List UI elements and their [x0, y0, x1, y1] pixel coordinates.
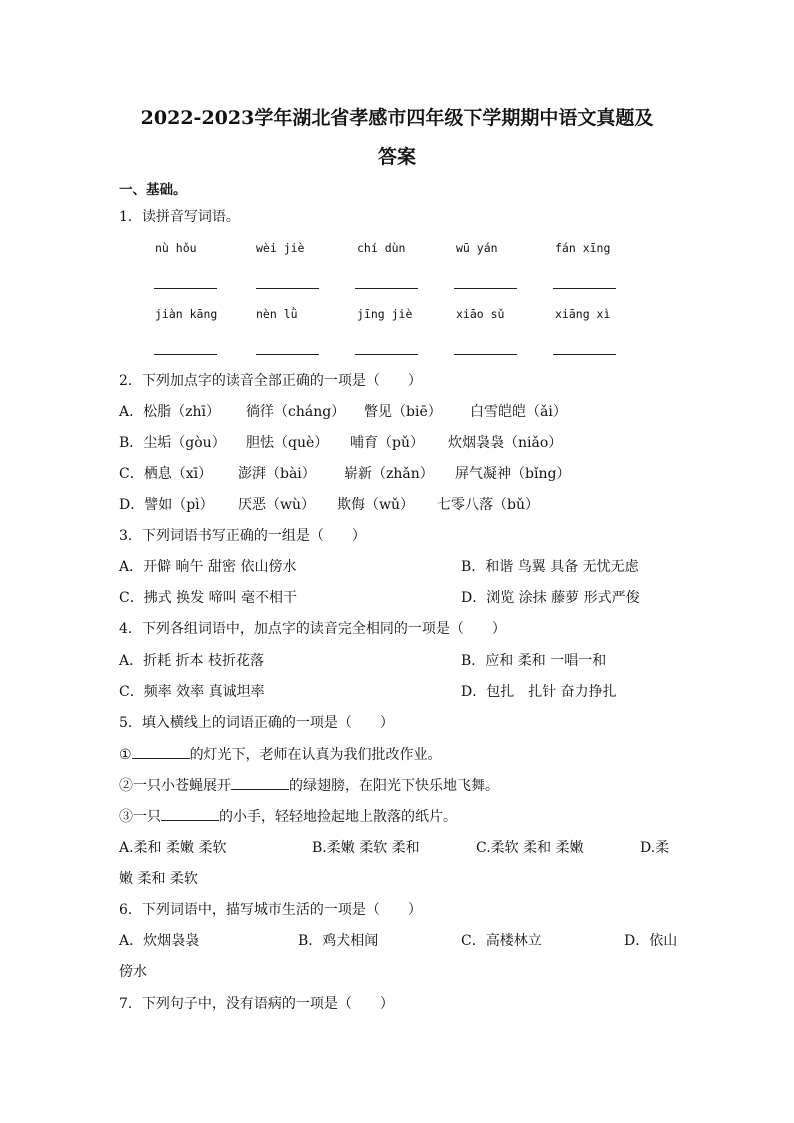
q2-option-d-item: 欺侮（wǔ） [337, 497, 414, 513]
q5-sentence-2 [119, 775, 499, 796]
q7-stem: 7．下列句子中，没有语病的一项是（ ） [119, 996, 394, 1012]
sentence-text: 的灯光下，老师在认真为我们批改作业。 [189, 747, 442, 763]
pinyin-item: chí dùn [357, 241, 406, 255]
fill-blank[interactable] [161, 806, 219, 821]
q4-stem: 4．下列各组词语中，加点字的读音完全相同的一项是（ ） [119, 621, 506, 637]
q5-sentence-3 [119, 806, 457, 827]
q2-stem: 2．下列加点字的读音全部正确的一项是（ ） [119, 373, 422, 389]
q3-stem: 3．下列词语书写正确的一组是（ ） [119, 528, 366, 544]
sentence-text: ②一只小苍蝇展开 [119, 778, 231, 794]
q1-stem: 1．读拼音写词语。 [119, 209, 240, 225]
q2-option-a-item: 白雪皑皑（ǎi） [470, 404, 567, 420]
document-title-line2: 答案 [377, 146, 416, 168]
sentence-text: ① [119, 747, 132, 763]
q2-option-a-item: A．松脂（zhī） [119, 404, 220, 420]
pinyin-item: xiāng xì [555, 307, 611, 321]
q4-option-a: A．折耗 折本 枝折花落 [119, 653, 265, 669]
answer-blank[interactable] [553, 288, 616, 289]
pinyin-item: nù hǒu [155, 241, 197, 255]
q6-option-b: B．鸡犬相闻 [298, 933, 379, 949]
answer-blank[interactable] [154, 288, 217, 289]
sentence-text: 的绿翅膀，在阳光下快乐地飞舞。 [289, 778, 499, 794]
fill-blank[interactable] [231, 775, 289, 790]
q5-option-d: D.柔 [640, 840, 670, 856]
answer-blank[interactable] [256, 354, 319, 355]
q3-option-d: D．浏览 涂抹 藤萝 形式严俊 [461, 590, 640, 606]
pinyin-item: nèn lǜ [256, 307, 298, 321]
section-heading: 一、基础。 [119, 182, 187, 198]
q6-option-a: A．炊烟袅袅 [119, 933, 200, 949]
q6-stem: 6．下列词语中，描写城市生活的一项是（ ） [119, 902, 422, 918]
answer-blank[interactable] [454, 288, 517, 289]
pinyin-item: wèi jiè [256, 241, 305, 255]
pinyin-item: xiāo sǔ [456, 307, 505, 321]
q5-option-a: A.柔和 柔嫩 柔软 [119, 840, 227, 856]
q2-option-d-item: 七零八落（bǔ） [437, 497, 539, 513]
q2-option-c-item: C．栖息（xī） [119, 466, 213, 482]
q4-option-b: B．应和 柔和 一唱一和 [461, 653, 607, 669]
answer-blank[interactable] [454, 354, 517, 355]
q3-option-c: C．拂式 换发 啼叫 毫不相干 [119, 590, 298, 606]
q5-option-d-continued: 嫩 柔和 柔软 [119, 871, 198, 887]
pinyin-item: fán xīng [555, 241, 611, 255]
q2-option-b-item: B．尘垢（gòu） [119, 435, 226, 451]
pinyin-item: jīng jiè [357, 307, 413, 321]
q2-option-d-item: 厌恶（wù） [238, 497, 315, 513]
pinyin-item: wū yán [456, 241, 498, 255]
sentence-text: 的小手，轻轻地捡起地上散落的纸片。 [219, 809, 457, 825]
q6-option-c: C．高楼林立 [461, 933, 542, 949]
q4-option-c: C．频率 效率 真诚坦率 [119, 684, 265, 700]
q5-sentence-1 [119, 744, 442, 765]
q5-option-c: C.柔软 柔和 柔嫩 [476, 840, 584, 856]
q6-option-d: D．依山 [624, 933, 678, 949]
q2-option-d-item: D．譬如（pì） [119, 497, 214, 513]
q2-option-a-item: 瞥见（biē） [364, 404, 442, 420]
q2-option-c-item: 崭新（zhǎn） [344, 466, 434, 482]
answer-blank[interactable] [355, 288, 418, 289]
q2-option-b-item: 哺育（pǔ） [350, 435, 424, 451]
pinyin-item: jiàn kāng [155, 307, 218, 321]
sentence-text: ③一只 [119, 809, 161, 825]
q5-stem: 5．填入横线上的词语正确的一项是（ ） [119, 715, 394, 731]
q2-option-c-item: 屏气凝神（bǐng） [455, 466, 571, 482]
q3-option-a: A．开僻 晌午 甜密 依山傍水 [119, 559, 297, 575]
q6-option-d-continued: 傍水 [119, 964, 147, 980]
q5-option-b: B.柔嫩 柔软 柔和 [312, 840, 420, 856]
q3-option-b: B．和谐 鸟翼 具备 无忧无虑 [461, 559, 639, 575]
q4-option-d: D．包扎 扎针 奋力挣扎 [461, 684, 617, 700]
answer-blank[interactable] [355, 354, 418, 355]
answer-blank[interactable] [256, 288, 319, 289]
q2-option-a-item: 徜徉（cháng） [246, 404, 346, 420]
fill-blank[interactable] [132, 744, 190, 759]
document-title-line1: 2022-2023学年湖北省孝感市四年级下学期期中语文真题及 [140, 107, 654, 129]
q2-option-c-item: 澎湃（bài） [238, 466, 316, 482]
q2-option-b-item: 炊烟袅袅（niǎo） [448, 435, 563, 451]
q2-option-b-item: 胆怯（què） [246, 435, 329, 451]
answer-blank[interactable] [154, 354, 217, 355]
answer-blank[interactable] [553, 354, 616, 355]
